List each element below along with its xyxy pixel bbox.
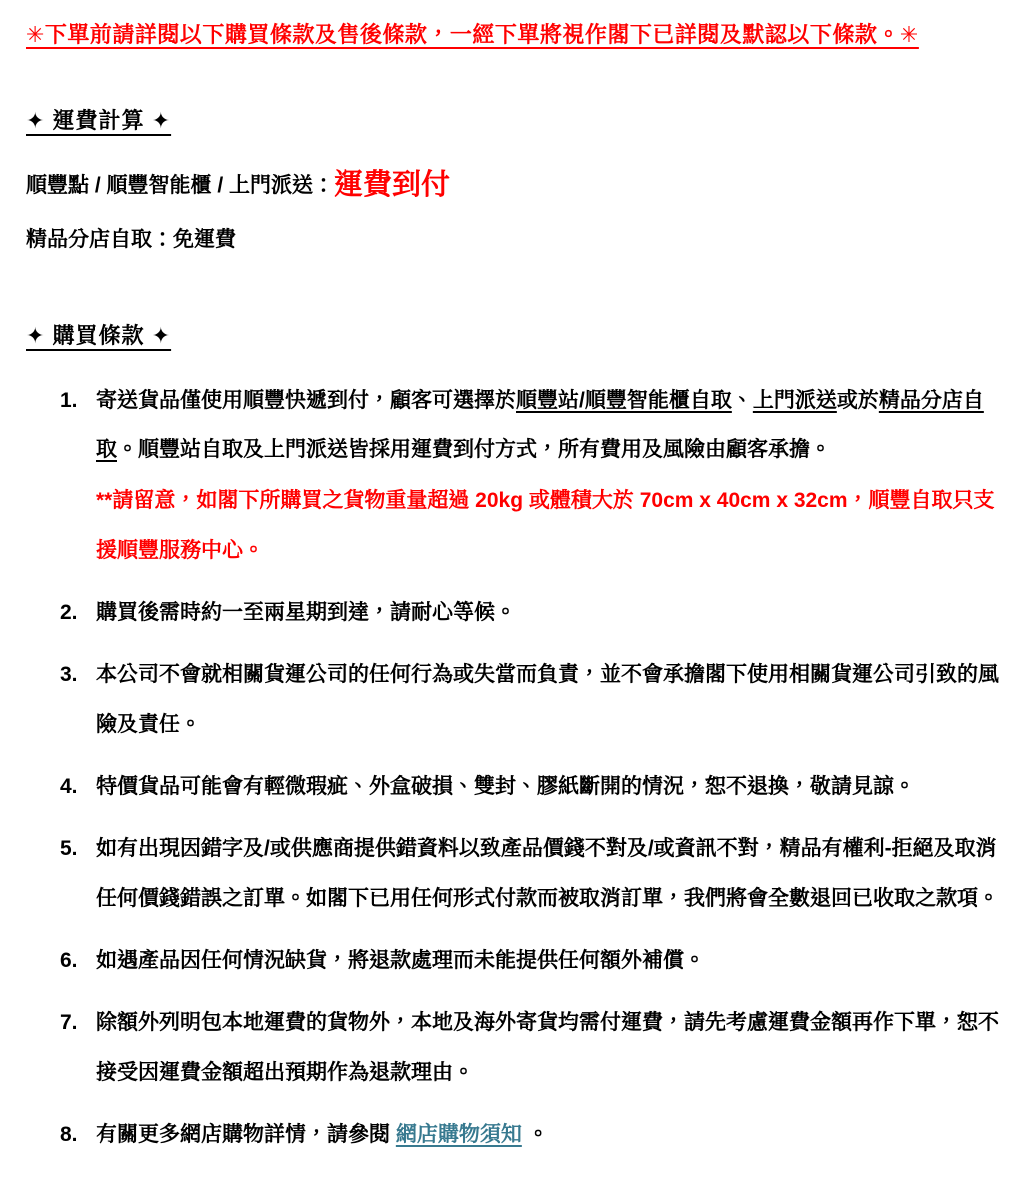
purchase-terms-section [26, 319, 1000, 350]
term-1-seg5: 或於 [836, 388, 879, 412]
term-8-prefix: 有關更多網店購物詳情，請參閱 [96, 1123, 396, 1147]
term-8-suffix: 。 [521, 1123, 549, 1147]
term-1-store-pickup-underline: 精品分店自取 [96, 388, 984, 462]
term-1-number: 1. [60, 388, 78, 412]
shipping-section [26, 104, 1000, 135]
term-1-text [96, 376, 1000, 475]
term-1-seg1: 寄送貨品僅使用順豐快遞到付，顧客可選擇於 [96, 388, 516, 412]
store-pickup-line: 精品分店自取：免運費 [26, 228, 236, 252]
term-7-text: 除額外列明包本地運費的貨物外，本地及海外寄貨均需付運費，請先考慮運費金額再作下單，恕不接受因運費金額超出預期作為退款理由。 [96, 1011, 999, 1084]
term-3-number: 3. [60, 663, 78, 687]
term-4-number: 4. [60, 775, 78, 799]
term-1-weight-warning: **請留意，如閣下所購買之貨物重量超過 20kg 或體積大於 70cm x 40cm x 32cm，順豐自取只支援順豐服務中心。 [96, 489, 995, 562]
term-1-seg7: 。順豐站自取及上門派送皆採用運費到付方式，所有費用及風險由顧客承擔。 [117, 438, 831, 462]
term-1-seg3: 、 [731, 388, 753, 412]
term-item-1 [60, 376, 1000, 575]
term-6-number: 6. [60, 949, 78, 973]
purchase-terms-heading: ✦ 購買條款 ✦ [26, 322, 172, 348]
term-5-number: 5. [60, 837, 78, 861]
shop-guide-link[interactable]: 網店購物須知 [395, 1123, 522, 1147]
shipping-methods-label: 順豐點 / 順豐智能櫃 / 上門派送： [26, 173, 335, 197]
term-item-2 [60, 588, 1000, 637]
term-2-number: 2. [60, 601, 78, 625]
term-item-3 [60, 650, 1000, 749]
term-item-4 [60, 762, 1000, 811]
term-item-5 [60, 824, 1000, 923]
term-2-text: 購買後需時約一至兩星期到達，請耐心等候。 [96, 601, 516, 625]
shipping-cod-value: 運費到付 [334, 168, 451, 201]
shipping-heading: ✦ 運費計算 ✦ [26, 107, 172, 133]
term-item-8 [60, 1110, 1000, 1159]
term-7-number: 7. [60, 1011, 78, 1035]
term-4-text: 特價貨品可能會有輕微瑕疵、外盒破損、雙封、膠紙斷開的情況，恕不退換，敬請見諒。 [96, 775, 915, 799]
term-8-number: 8. [60, 1123, 78, 1147]
term-5-text: 如有出現因錯字及/或供應商提供錯資料以致產品價錢不對及/或資訊不對，精品有權利-拒絕及取消任何價錢錯誤之訂單。如閣下已用任何形式付款而被取消訂單，我們將會全數退回已收取之款項。 [96, 837, 999, 910]
term-1-sfstation-underline: 順豐站/順豐智能櫃自取 [516, 388, 732, 412]
term-3-text: 本公司不會就相關貨運公司的任何行為或失當而負責，並不會承擔閣下使用相關貨運公司引致的風險及責任。 [96, 663, 999, 736]
notice-banner: ✳下單前請詳閱以下購買條款及售後條款，一經下單將視作閣下已詳閱及默認以下條款。✳ [26, 22, 919, 47]
term-6-text: 如遇產品因任何情況缺貨，將退款處理而未能提供任何額外補償。 [96, 949, 705, 973]
term-1-body [96, 376, 1000, 575]
term-item-6 [60, 936, 1000, 985]
term-8-body [96, 1110, 1000, 1159]
terms-list [60, 376, 1000, 1160]
shipping-methods-line [26, 165, 1000, 206]
term-1-home-delivery-underline: 上門派送 [752, 388, 837, 412]
